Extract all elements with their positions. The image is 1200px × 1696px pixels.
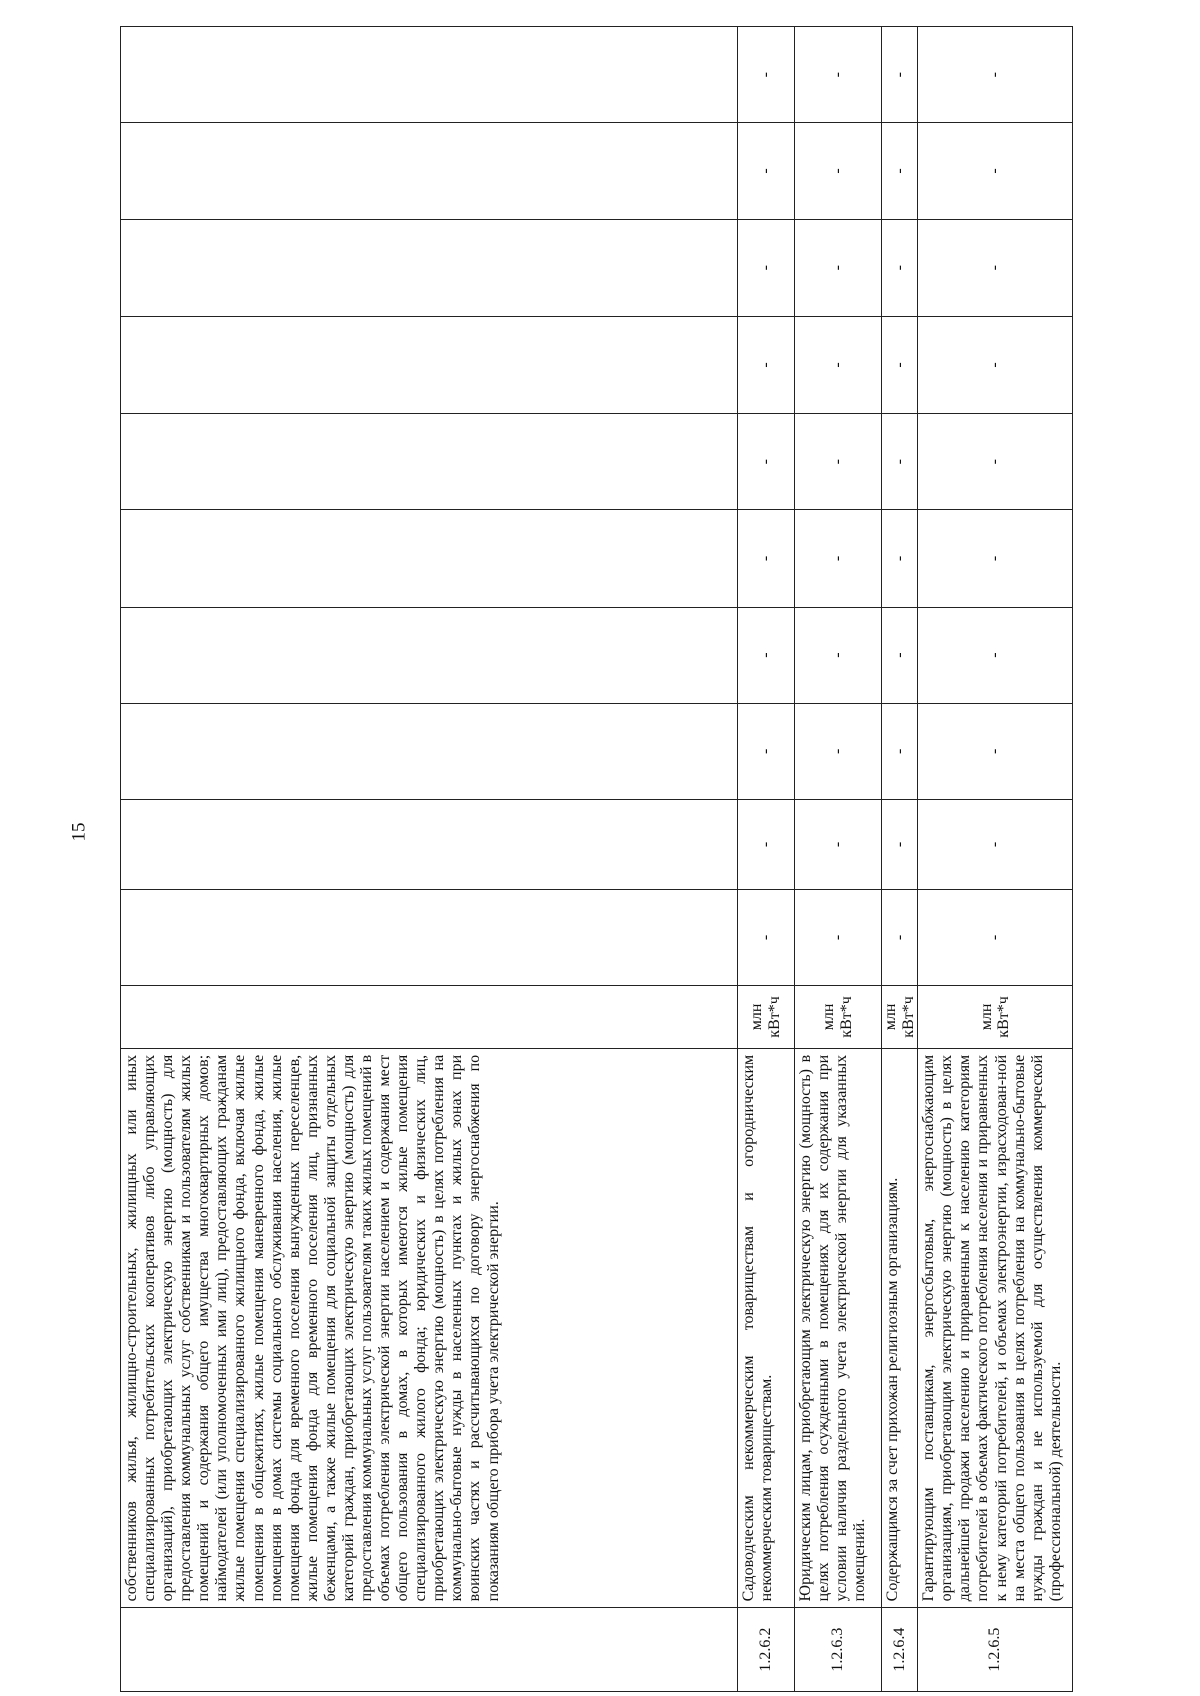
row-value bbox=[121, 414, 738, 510]
row-value bbox=[121, 27, 738, 123]
row-value: - bbox=[918, 316, 1073, 413]
row-code: 1.2.6.5 bbox=[918, 1608, 1073, 1692]
row-value: - bbox=[918, 27, 1073, 123]
row-unit: млн кВт*ч bbox=[882, 986, 918, 1049]
row-unit: млн кВт*ч bbox=[918, 986, 1073, 1049]
row-value: - bbox=[795, 27, 882, 123]
row-code: 1.2.6.2 bbox=[738, 1608, 795, 1692]
row-value bbox=[121, 123, 738, 219]
row-value bbox=[121, 889, 738, 985]
row-value bbox=[121, 510, 738, 607]
row-value: - bbox=[918, 607, 1073, 703]
row-value: - bbox=[795, 607, 882, 703]
row-code: 1.2.6.4 bbox=[882, 1608, 918, 1692]
row-description: Садоводческим некоммерческим товариществам и огородническим некоммерческим товариществам. bbox=[738, 1048, 795, 1608]
row-value bbox=[121, 607, 738, 703]
row-value bbox=[121, 219, 738, 316]
table-row bbox=[121, 27, 738, 1692]
row-value: - bbox=[795, 316, 882, 413]
row-value: - bbox=[918, 703, 1073, 799]
row-value: - bbox=[738, 219, 795, 316]
row-value: - bbox=[882, 607, 918, 703]
row-value bbox=[121, 799, 738, 889]
row-value: - bbox=[795, 703, 882, 799]
table-row bbox=[882, 27, 918, 1692]
row-value: - bbox=[795, 219, 882, 316]
page-number: 15 bbox=[68, 822, 90, 842]
row-value: - bbox=[882, 510, 918, 607]
row-value: - bbox=[918, 799, 1073, 889]
row-value: - bbox=[738, 510, 795, 607]
row-value: - bbox=[738, 703, 795, 799]
row-value: - bbox=[738, 123, 795, 219]
row-value: - bbox=[738, 27, 795, 123]
row-description: Гарантирующим поставщикам, энергосбытовым, энергоснабжающим организациям, приобретающим электрическую энергию (мощность) в целях дальнейшей продажи населению и приравненным к населению категориям потребителей в объемах фактического потребления населения и приравненных к нему категорий потребителей, и объемах электроэнергии, израсходован-ной на места общего пользования в целях потребления на коммунально-бытовые нужды граждан и не используемой для осуществления коммерческой (профессиональной) деятельности. bbox=[918, 1048, 1073, 1608]
row-value: - bbox=[918, 510, 1073, 607]
row-value: - bbox=[882, 219, 918, 316]
rotated-table-wrapper bbox=[120, 26, 1070, 1692]
row-value: - bbox=[795, 799, 882, 889]
row-value bbox=[121, 316, 738, 413]
row-description: Содержащимся за счет прихожан религиозным организациям. bbox=[882, 1048, 918, 1608]
row-value: - bbox=[795, 123, 882, 219]
row-value: - bbox=[738, 889, 795, 985]
row-value: - bbox=[918, 123, 1073, 219]
table-row bbox=[738, 27, 795, 1692]
row-value: - bbox=[882, 889, 918, 985]
row-value: - bbox=[882, 414, 918, 510]
row-value: - bbox=[882, 27, 918, 123]
row-value: - bbox=[918, 219, 1073, 316]
row-unit: млн кВт*ч bbox=[738, 986, 795, 1049]
row-value: - bbox=[918, 414, 1073, 510]
tariff-table bbox=[120, 26, 1073, 1692]
row-unit: млн кВт*ч bbox=[795, 986, 882, 1049]
row-value: - bbox=[882, 123, 918, 219]
row-value: - bbox=[738, 799, 795, 889]
row-value: - bbox=[882, 703, 918, 799]
row-description: собственников жилья, жилищно-строительных, жилищных или иных специализированных потребительских кооперативов либо управляющих организаций), приобретающих электрическую энергию (мощность) для предоставления коммунальных услуг собственникам и пользователям жилых помещений и содержания общего имущества многоквартирных домов; наймодателей (или уполномоченных ими лиц), предоставляющих гражданам жилые помещения специализированного жилищного фонда, включая жилые помещения в общежитиях, жилые помещения маневренного фонда, жилые помещения в домах системы социального обслуживания населения, жилые помещения фонда для временного поселения вынужденных переселенцев, жилые помещения фонда для временного поселения лиц, признанных беженцами, а также жилые помещения для социальной защиты отдельных категорий граждан, приобретающих электрическую энергию (мощность) для предоставления коммунальных услуг пользователям таких жилых помещений в объемах потребления электрической энергии населением и содержания мест общего пользования в домах, в которых имеются жилые помещения специализированного жилого фонда; юридических и физических лиц, приобретающих электрическую энергию (мощность) в целях потребления на коммунально-бытовые нужды в населенных пунктах и жилых зонах при воинских частях и рассчитывающихся по договору энергоснабжения по показаниям общего прибора учета электрической энергии. bbox=[121, 1048, 738, 1608]
row-value: - bbox=[738, 607, 795, 703]
row-value: - bbox=[795, 889, 882, 985]
table-row bbox=[795, 27, 882, 1692]
row-value: - bbox=[795, 414, 882, 510]
row-value: - bbox=[738, 414, 795, 510]
row-value: - bbox=[738, 316, 795, 413]
row-value: - bbox=[795, 510, 882, 607]
row-description: Юридическим лицам, приобретающим электрическую энергию (мощность) в целях потребления осужденными в помещениях для их содержания при условии наличия раздельного учета электрической энергии для указанных помещений. bbox=[795, 1048, 882, 1608]
row-value: - bbox=[918, 889, 1073, 985]
row-code: 1.2.6.3 bbox=[795, 1608, 882, 1692]
row-value bbox=[121, 703, 738, 799]
row-value: - bbox=[882, 316, 918, 413]
row-value: - bbox=[882, 799, 918, 889]
row-code bbox=[121, 1608, 738, 1692]
row-unit bbox=[121, 986, 738, 1049]
table-row bbox=[918, 27, 1073, 1692]
